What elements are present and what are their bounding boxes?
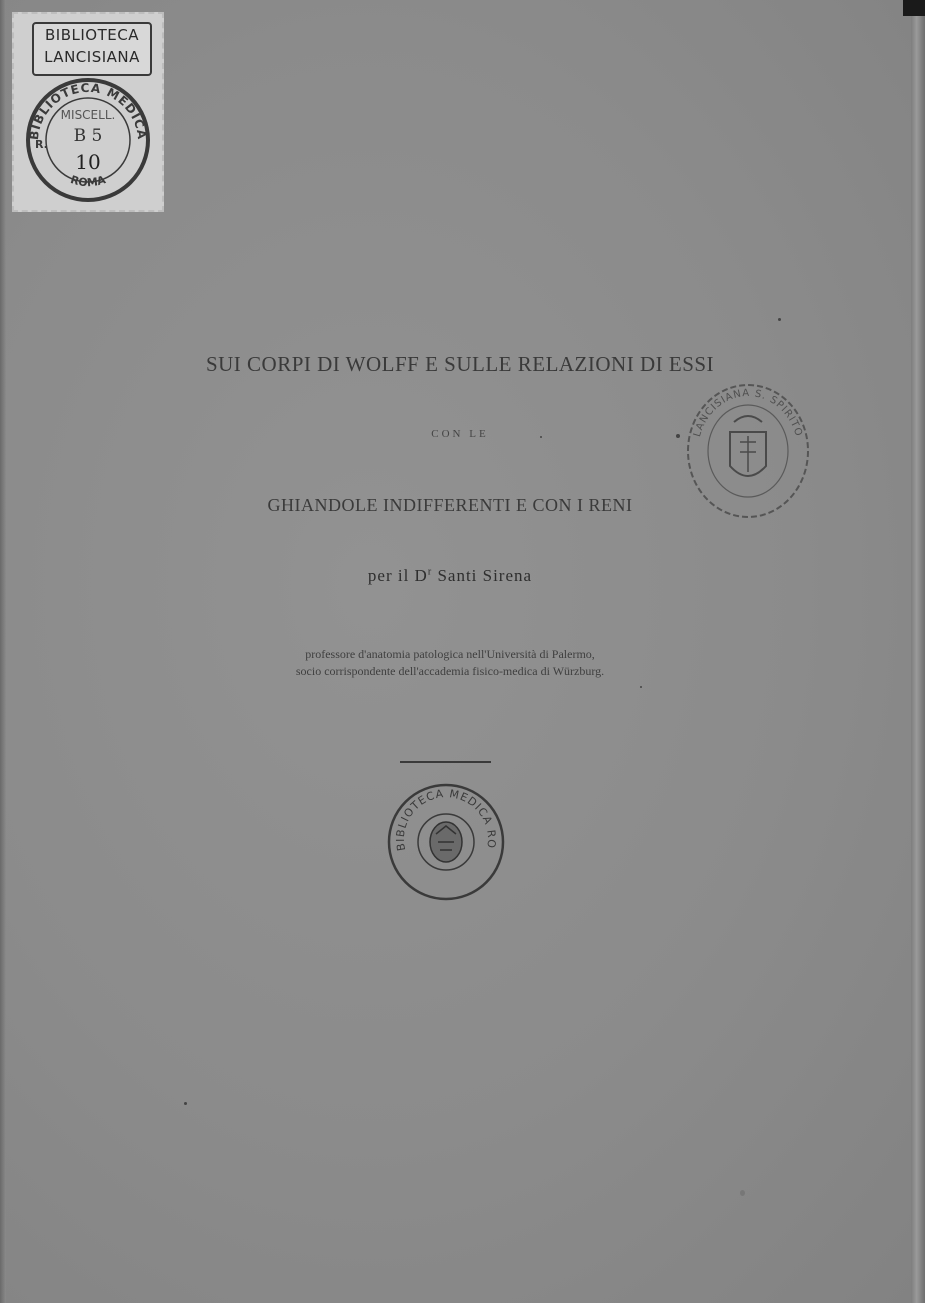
label-number: 10 <box>75 150 101 174</box>
library-label-header <box>32 22 152 76</box>
paper-speck <box>778 318 781 321</box>
seal-bottom-text: ROMA <box>68 173 108 190</box>
document-connector: CON LE <box>431 428 489 440</box>
paper-speck <box>184 1102 187 1105</box>
label-miscell: MISCELL. <box>60 108 116 122</box>
affiliation-line-1: professore d'anatomia patologica nell'Università di Palermo, <box>305 647 595 661</box>
divider-rule <box>400 761 491 763</box>
stamp-right-ring-text: LANCISIANA S. SPIRITO <box>691 387 805 439</box>
coat-of-arms-stamp-icon <box>684 382 812 520</box>
document-title: SUI CORPI DI WOLFF E SULLE RELAZIONI DI ESSI <box>205 352 715 376</box>
scan-corner <box>903 0 925 16</box>
page-right-edge <box>911 0 925 1303</box>
paper-speck <box>540 436 542 438</box>
svg-text:ROMA <box>69 173 108 189</box>
paper-speck <box>640 686 642 688</box>
page-left-edge <box>0 0 6 1303</box>
library-stamp-bottom <box>386 782 506 902</box>
affiliation-line-2: socio corrispondente dell'accademia fisico-medica di Würzburg. <box>295 664 605 678</box>
author-sup: r <box>427 566 433 578</box>
paper-speck <box>676 434 680 438</box>
library-label-line2: LANCISIANA <box>44 48 140 66</box>
library-label <box>12 12 164 212</box>
library-label-seal <box>24 76 152 202</box>
author-name: Santi Sirena <box>432 566 533 585</box>
paper-speck <box>740 1190 745 1196</box>
document-subtitle: GHIANDOLE INDIFFERENTI E CON I RENI <box>267 495 633 515</box>
stamp-seal-icon <box>386 782 506 902</box>
library-label-line1: BIBLIOTECA <box>45 26 139 44</box>
library-stamp-right <box>684 382 812 520</box>
svg-text:LANCISIANA S. SPIRITO <box>692 388 804 438</box>
seal-left-text: R. <box>35 138 48 151</box>
author-prefix: per il D <box>367 566 428 585</box>
label-shelf: B 5 <box>73 126 103 146</box>
document-author <box>200 566 700 586</box>
seal-ring-text: BIBLIOTECA MEDICA <box>26 80 150 141</box>
stamp-bottom-ring-text: BIBLIOTECA MEDICA RO <box>393 787 499 852</box>
